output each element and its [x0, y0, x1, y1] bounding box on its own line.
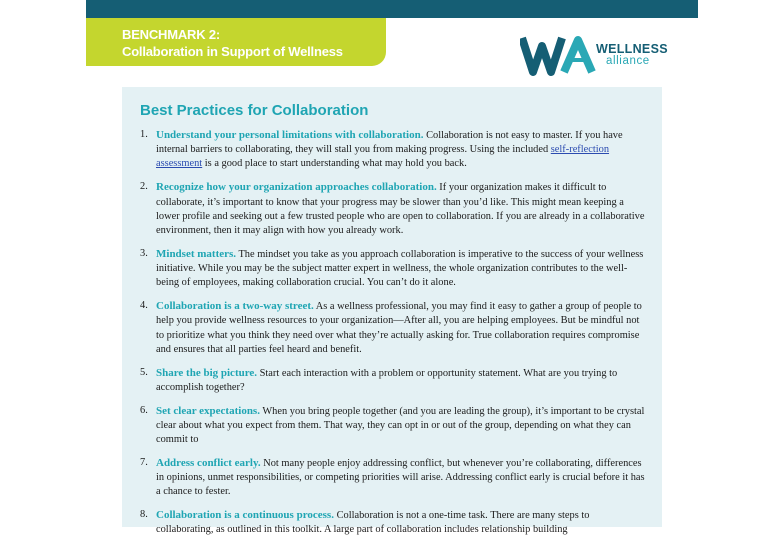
- list-item: [140, 508, 646, 537]
- benchmark-number: BENCHMARK 2:: [122, 27, 220, 42]
- item-number: 8.: [140, 509, 148, 521]
- list-item: [140, 366, 646, 395]
- item-heading: Set clear expectations.: [156, 404, 260, 417]
- item-text: Collaboration is not easy to master. If you have internal barriers to collaborating, they will stall you from making progress. Using the included: [156, 130, 623, 156]
- list-item: [140, 404, 646, 448]
- item-number: 4.: [140, 300, 148, 312]
- item-number: 7.: [140, 456, 148, 468]
- panel-title: Best Practices for Collaboration: [140, 102, 369, 119]
- item-number: 2.: [140, 181, 148, 193]
- list-item: [140, 299, 646, 357]
- item-number: 3.: [140, 247, 148, 259]
- item-text: The mindset you take as you approach collaboration is imperative to the success of your wellness initiative. While you may be the subject matter expert in wellness, the whole organization contributes to the well-being of employees, making collaboration crucial. You can’t do it alone.: [156, 248, 644, 289]
- list-item: [140, 128, 646, 172]
- item-heading: Mindset matters.: [156, 247, 237, 260]
- item-text: is a good place to start understanding what may hold you back.: [202, 158, 467, 170]
- logo-word-wellness: WELLNESS: [596, 42, 668, 56]
- item-heading: Collaboration is a continuous process.: [156, 509, 334, 522]
- item-text: Start each interaction with a problem or opportunity statement. What are you trying to accomplish together?: [156, 367, 618, 393]
- best-practices-list: [140, 128, 646, 546]
- item-number: 6.: [140, 404, 148, 416]
- item-heading: Collaboration is a two-way street.: [156, 300, 314, 313]
- item-number: 1.: [140, 129, 148, 140]
- top-banner-bar: [86, 0, 698, 18]
- self-reflection-assessment-link[interactable]: self-reflection assessment: [156, 144, 610, 170]
- list-item: [140, 180, 646, 238]
- item-text: Collaboration is not a one-time task. There are many steps to collaborating, as outlined in this toolkit. A large part of collaboration includes relationship building: [156, 510, 590, 536]
- benchmark-tab: [86, 18, 386, 66]
- item-heading: Understand your personal limitations with collaboration.: [156, 129, 424, 141]
- item-text: If your organization makes it difficult to collaborate, it’s important to know that your progress may be slower than you’d like. This might mean keeping a lower profile and seeking out a few trusted people who are open to collaboration. If you are already in a collaborative environment, then it may align with how you already work.: [156, 182, 645, 236]
- item-text: As a wellness professional, you may find it easy to gather a group of people to help you provide wellness resources to your organization—After all, you are helping employees. But be mindful not to prioritize what you think they need over what they’re actually asking for. True collaboration requires compromise and ensures that all parties feel heard and benefit.: [156, 301, 642, 355]
- item-number: 5.: [140, 366, 148, 378]
- benchmark-title: Collaboration in Support of Wellness: [122, 44, 343, 59]
- list-item: [140, 247, 646, 291]
- item-heading: Address conflict early.: [156, 456, 261, 469]
- item-text: When you bring people together (and you are leading the group), it’s important to be crystal clear about what you expect from them. That way, they can opt in or out of the group, depending on what they can commit to: [156, 405, 645, 446]
- item-heading: Recognize how your organization approaches collaboration.: [156, 181, 437, 194]
- item-text: Not many people enjoy addressing conflict, but whenever you’re collaborating, differences in opinions, unmet responsibilities, or competing priorities will arise. Addressing conflict early is crucial before it has a chance to fester.: [156, 457, 645, 498]
- logo-word-alliance: alliance: [606, 55, 650, 67]
- list-item: [140, 456, 646, 500]
- item-heading: Share the big picture.: [156, 366, 258, 379]
